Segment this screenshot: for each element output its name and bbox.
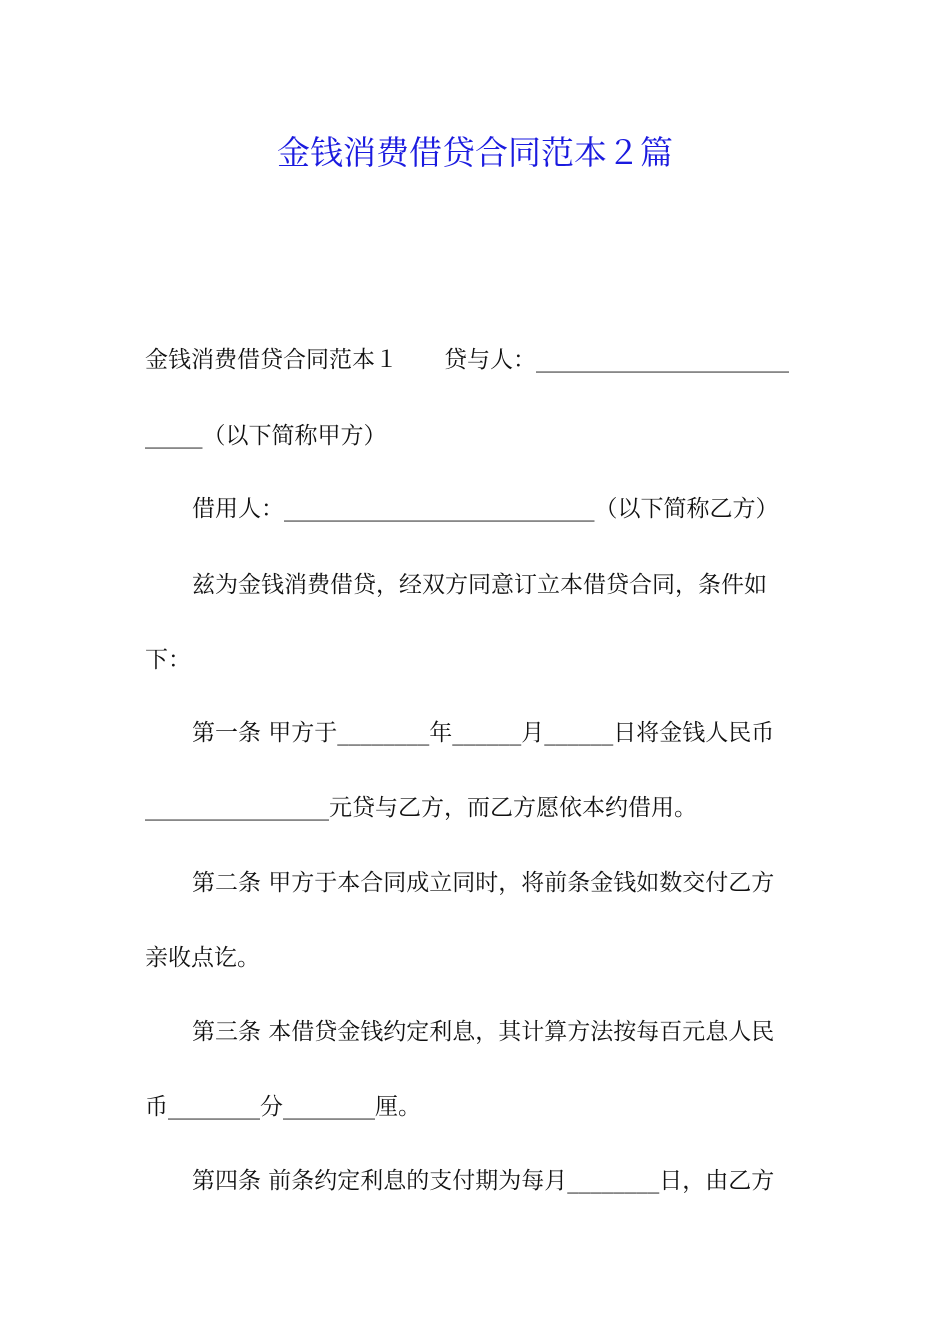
text-line: 第四条 前条约定利息的支付期为每月________日，由乙方: [192, 1168, 775, 1194]
text-line: _____（以下简称甲方）: [145, 423, 387, 449]
text-line: 第二条 甲方于本合同成立同时，将前条金钱如数交付乙方: [192, 870, 775, 896]
text-line: 金钱消费借贷合同范本１ 贷与人：______________________: [145, 347, 789, 373]
text-line: 币________分________厘。: [145, 1094, 421, 1120]
document-title: 金钱消费借贷合同范本２篇: [277, 133, 673, 172]
text-line: ________________元贷与乙方，而乙方愿依本约借用。: [145, 795, 697, 821]
text-line: 下：: [145, 647, 191, 673]
text-line: 兹为金钱消费借贷，经双方同意订立本借贷合同，条件如: [192, 572, 767, 598]
text-line: 亲收点讫。: [145, 945, 260, 971]
text-line: 借用人：___________________________（以下简称乙方）: [192, 496, 779, 522]
text-line: 第三条 本借贷金钱约定利息，其计算方法按每百元息人民: [192, 1019, 775, 1045]
text-line: 第一条 甲方于________年______月______日将金钱人民币: [192, 720, 775, 746]
